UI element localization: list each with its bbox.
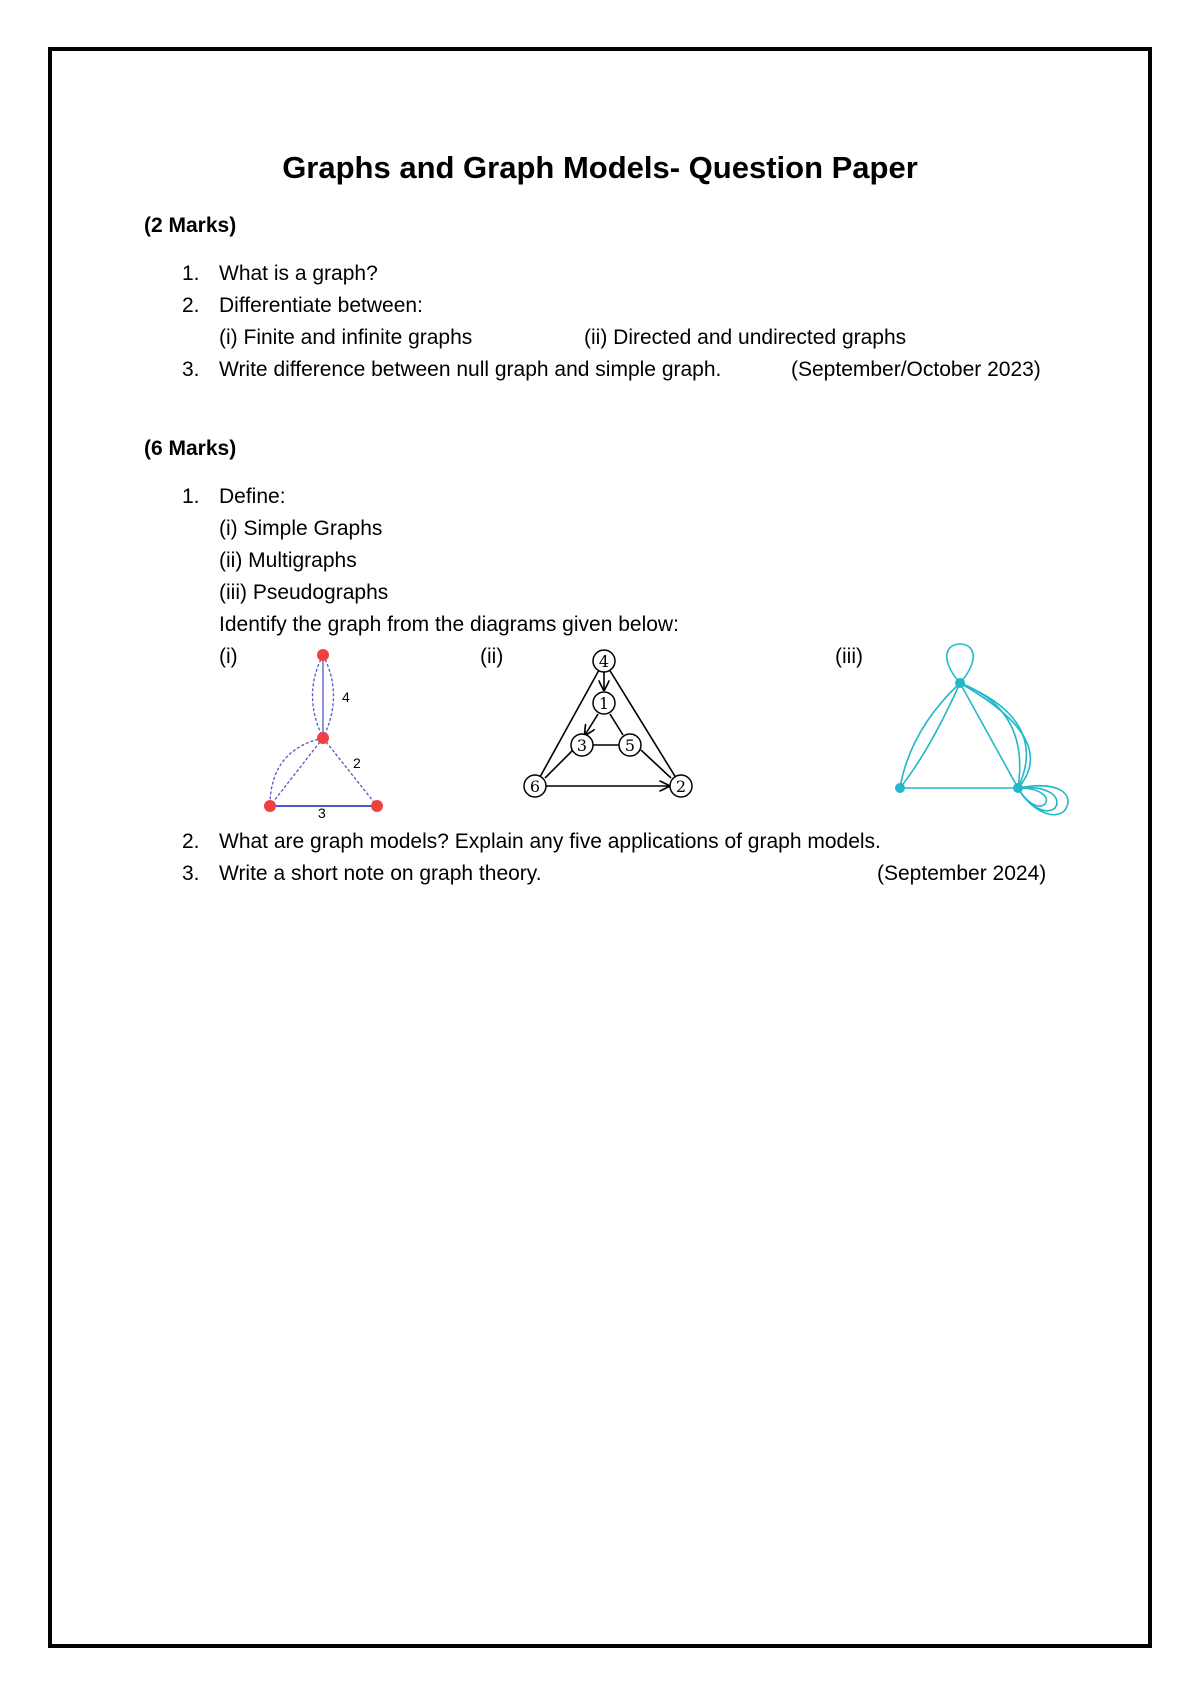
node-label: 5	[624, 736, 636, 755]
graph-nodes	[895, 678, 1023, 793]
graph-edge	[585, 714, 598, 735]
question-text: Define:	[219, 485, 286, 508]
graph-edge	[610, 714, 623, 735]
graph-loop	[947, 644, 973, 683]
definition-item: (ii) Multigraphs	[219, 549, 357, 572]
graph-node	[895, 783, 905, 793]
graph-edge	[323, 738, 377, 806]
node-label: 6	[529, 777, 541, 796]
exam-date: (September/October 2023)	[791, 358, 1041, 381]
edge-label: 4	[342, 689, 350, 705]
question-number: 3.	[182, 862, 200, 885]
graph-node	[955, 678, 965, 688]
node-label: 4	[598, 652, 610, 671]
diagram-label-i: (i)	[219, 645, 238, 668]
question-number: 2.	[182, 830, 200, 853]
question-text: Write difference between null graph and simple graph.	[219, 358, 722, 381]
graph-node	[371, 800, 383, 812]
question-number: 1.	[182, 485, 200, 508]
question-number: 3.	[182, 358, 200, 381]
section-heading-6-marks: (6 Marks)	[144, 437, 237, 460]
node-label: 1	[598, 694, 610, 713]
graph-edge	[545, 750, 573, 778]
diagram-label-ii: (ii)	[480, 645, 504, 668]
question-number: 1.	[182, 262, 200, 285]
instruction-text: Identify the graph from the diagrams given below:	[219, 613, 679, 636]
exam-date: (September 2024)	[877, 862, 1047, 885]
sub-item-right: (ii) Directed and undirected graphs	[584, 326, 907, 349]
graph-diagram-ii	[505, 640, 705, 815]
sub-item-left: (i) Finite and infinite graphs	[219, 326, 473, 349]
graph-edge	[270, 738, 323, 806]
section-heading-2-marks: (2 Marks)	[144, 214, 237, 237]
node-label: 2	[675, 777, 687, 796]
graph-node	[264, 800, 276, 812]
graph-loop	[1018, 788, 1046, 806]
question-text: What are graph models? Explain any five applications of graph models.	[219, 830, 881, 853]
definition-item: (iii) Pseudographs	[219, 581, 389, 604]
graph-node	[317, 732, 329, 744]
graph-edge	[960, 683, 1026, 788]
question-number: 2.	[182, 294, 200, 317]
question-text: Write a short note on graph theory.	[219, 862, 542, 885]
edge-label: 3	[318, 805, 326, 821]
node-label: 3	[576, 736, 588, 755]
definition-item: (i) Simple Graphs	[219, 517, 383, 540]
page-title: Graphs and Graph Models- Question Paper	[282, 150, 918, 185]
edge-label: 2	[353, 755, 361, 771]
graph-edge	[313, 655, 324, 738]
graph-diagram-iii	[890, 640, 1080, 830]
question-text: What is a graph?	[219, 262, 378, 285]
graph-diagram-i	[250, 640, 400, 820]
graph-node	[317, 649, 329, 661]
graph-edge	[641, 750, 671, 778]
graph-node	[1013, 783, 1023, 793]
graph-edge	[900, 683, 960, 788]
graph-edge	[323, 655, 334, 738]
question-text: Differentiate between:	[219, 294, 423, 317]
diagram-label-iii: (iii)	[835, 645, 863, 668]
graph-edge	[900, 683, 960, 788]
graph-edge	[535, 661, 604, 786]
